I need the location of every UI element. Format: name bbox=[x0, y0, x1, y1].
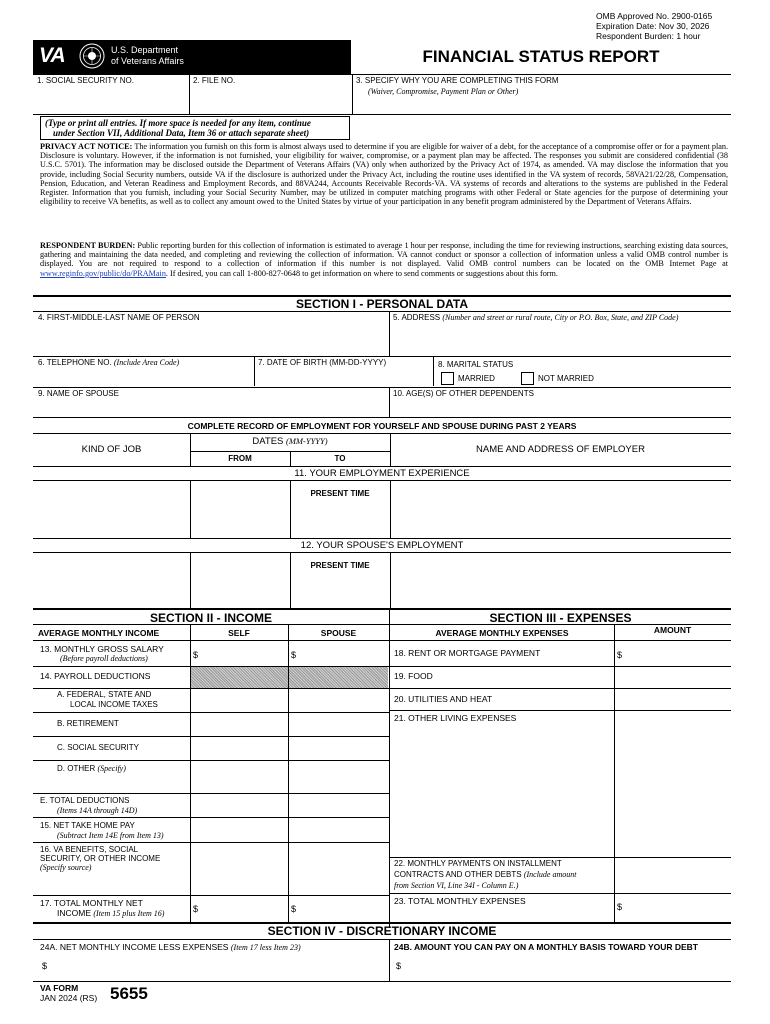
employer-header: NAME AND ADDRESS OF EMPLOYER bbox=[476, 444, 645, 455]
i14e-hint: (Items 14A through 14D) bbox=[57, 806, 138, 815]
i14e-spouse-field[interactable] bbox=[289, 794, 388, 816]
avg-expenses-header: AVERAGE MONTHLY EXPENSES bbox=[435, 628, 569, 638]
instructions-line1: (Type or print all entries. If more space is needed for any item, continue bbox=[45, 118, 311, 128]
self-header: SELF bbox=[228, 628, 250, 638]
burden-text-1: Public reporting burden for this collection of information is estimated to average 1 hour per response, including the time for reviewing instructions, searching existing data sources, gathering and maintaining the data needed, and completing and reviewing the collection of information. VA cannot conduct or sponsor a collection of information unless a valid OMB control number is displayed. You are not required to respond to a collection of information if this number is not displayed. Valid OMB control numbers can be located on the OMB Internet Page at bbox=[40, 241, 729, 269]
i13-self-dollar: $ bbox=[193, 650, 199, 660]
spouse-field[interactable] bbox=[34, 400, 387, 416]
i13-self-field[interactable] bbox=[200, 642, 286, 664]
instructions-line2: under Section VII, Additional Data, Item 36 or attach separate sheet) bbox=[53, 128, 310, 138]
i19-amount-field[interactable] bbox=[615, 667, 730, 687]
i14a-self-field[interactable] bbox=[191, 689, 287, 711]
i22-amount-field[interactable] bbox=[615, 858, 730, 892]
i22-hint2: from Section VI, Line 34I - Column E.) bbox=[394, 881, 519, 890]
dependents-label: 10. AGE(S) OF OTHER DEPENDENTS bbox=[393, 389, 534, 398]
respondent-burden bbox=[40, 241, 728, 278]
not-married-checkbox[interactable] bbox=[521, 372, 534, 385]
i17-self-dollar: $ bbox=[193, 904, 199, 914]
name-label: 4. FIRST-MIDDLE-LAST NAME OF PERSON bbox=[38, 313, 200, 322]
i19-label: 19. FOOD bbox=[394, 671, 433, 681]
i14c-label: C. SOCIAL SECURITY bbox=[57, 743, 139, 752]
i23-dollar: $ bbox=[617, 902, 623, 912]
spouse-job-field[interactable] bbox=[34, 553, 189, 607]
spouse-employer-field[interactable] bbox=[391, 553, 730, 607]
i14d-spouse-field[interactable] bbox=[289, 761, 388, 792]
your-employment-label: 11. YOUR EMPLOYMENT EXPERIENCE bbox=[294, 468, 470, 479]
spouse-label: 9. NAME OF SPOUSE bbox=[38, 389, 119, 398]
i13-hint: (Before payroll deductions) bbox=[60, 654, 148, 663]
i14a-label-2: LOCAL INCOME TAXES bbox=[70, 700, 158, 709]
omb-approved: OMB Approved No. 2900-0165 bbox=[596, 11, 713, 21]
i23-label: 23. TOTAL MONTHLY EXPENSES bbox=[394, 896, 526, 906]
file-no-label: 2. FILE NO. bbox=[193, 76, 236, 85]
privacy-notice bbox=[40, 142, 728, 206]
spouse-employment-label: 12. YOUR SPOUSE'S EMPLOYMENT bbox=[300, 540, 464, 551]
present-time-1: PRESENT TIME bbox=[310, 489, 370, 498]
i14d-label: D. OTHER (Specify) bbox=[57, 764, 126, 773]
i20-amount-field[interactable] bbox=[615, 689, 730, 709]
i14a-label-1: A. FEDERAL, STATE AND bbox=[57, 690, 152, 699]
i14-shaded-cell bbox=[191, 667, 388, 688]
marital-label: 8. MARITAL STATUS bbox=[438, 360, 514, 369]
i14b-spouse-field[interactable] bbox=[289, 713, 388, 735]
avg-income-header: AVERAGE MONTHLY INCOME bbox=[38, 628, 160, 638]
kind-of-job-header: KIND OF JOB bbox=[81, 444, 142, 455]
name-field[interactable] bbox=[34, 324, 387, 355]
i14d-self-field[interactable] bbox=[191, 761, 287, 792]
va-header-banner bbox=[33, 40, 351, 74]
dob-label: 7. DATE OF BIRTH (MM-DD-YYYY) bbox=[258, 358, 387, 367]
dependents-field[interactable] bbox=[390, 400, 730, 416]
form-title: FINANCIAL STATUS REPORT bbox=[422, 47, 660, 66]
i14c-spouse-field[interactable] bbox=[289, 737, 388, 759]
i24b-field[interactable] bbox=[405, 954, 729, 979]
privacy-heading: PRIVACY ACT NOTICE: bbox=[40, 142, 133, 151]
i18-amount-field[interactable] bbox=[625, 642, 729, 664]
employment-title: COMPLETE RECORD OF EMPLOYMENT FOR YOURSELF AND SPOUSE DURING PAST 2 YEARS bbox=[187, 421, 577, 431]
to-header: TO bbox=[334, 454, 346, 463]
not-married-label: NOT MARRIED bbox=[538, 374, 594, 383]
i22-label-2: CONTRACTS AND OTHER DEBTS (Include amount bbox=[394, 870, 577, 879]
i24a-field[interactable] bbox=[50, 954, 386, 979]
i21-amount-field[interactable] bbox=[615, 711, 730, 856]
i13-label: 13. MONTHLY GROSS SALARY bbox=[40, 644, 164, 654]
present-time-2: PRESENT TIME bbox=[310, 561, 370, 570]
i16-spouse-field[interactable] bbox=[289, 843, 388, 894]
married-label: MARRIED bbox=[458, 374, 495, 383]
i17-label-2: INCOME (Item 15 plus Item 16) bbox=[57, 908, 165, 918]
specify-label: 3. SPECIFY WHY YOU ARE COMPLETING THIS FORM bbox=[356, 76, 559, 85]
your-employer-field[interactable] bbox=[391, 481, 730, 537]
va-logo-mark: VA bbox=[39, 44, 65, 67]
i17-label-1: 17. TOTAL MONTHLY NET bbox=[40, 898, 143, 908]
i14e-self-field[interactable] bbox=[191, 794, 287, 816]
omb-burden: Respondent Burden: 1 hour bbox=[596, 31, 701, 41]
specify-hint: (Waiver, Compromise, Payment Plan or Other) bbox=[368, 87, 519, 96]
i15-spouse-field[interactable] bbox=[289, 818, 388, 841]
address-label: 5. ADDRESS (Number and street or rural route, City or P.O. Box, State, and ZIP Code) bbox=[393, 313, 679, 322]
va-seal-icon bbox=[79, 43, 105, 69]
i24a-label: 24A. NET MONTHLY INCOME LESS EXPENSES (Item 17 less Item 23) bbox=[40, 942, 301, 952]
i17-self-field[interactable] bbox=[200, 896, 286, 920]
i17-spouse-dollar: $ bbox=[291, 904, 297, 914]
your-job-field[interactable] bbox=[34, 481, 189, 537]
footer-form-number: 5655 bbox=[110, 984, 148, 1003]
specify-field[interactable] bbox=[353, 98, 730, 113]
i16-hint: (Specify source) bbox=[40, 863, 92, 872]
i14e-label: E. TOTAL DEDUCTIONS bbox=[40, 796, 130, 805]
i13-spouse-dollar: $ bbox=[291, 650, 297, 660]
burden-text-2: . If desired, you can call 1-800-827-0648 to get information on where to send comments or suggestions about this form. bbox=[165, 268, 558, 278]
i24a-dollar: $ bbox=[42, 961, 48, 971]
i16-self-field[interactable] bbox=[191, 843, 287, 894]
i22-label-1: 22. MONTHLY PAYMENTS ON INSTALLMENT bbox=[394, 859, 562, 868]
i20-label: 20. UTILITIES AND HEAT bbox=[394, 694, 493, 704]
i16-label-1: 16. VA BENEFITS, SOCIAL bbox=[40, 845, 139, 854]
i18-label: 18. RENT OR MORTGAGE PAYMENT bbox=[394, 648, 541, 658]
phone-label: 6. TELEPHONE NO. (Include Area Code) bbox=[38, 358, 180, 367]
i15-hint: (Subtract Item 14E from Item 13) bbox=[57, 831, 164, 840]
dept-line1: U.S. Department bbox=[111, 45, 179, 55]
burden-heading: RESPONDENT BURDEN: bbox=[40, 241, 136, 250]
i24b-label: 24B. AMOUNT YOU CAN PAY ON A MONTHLY BASIS TOWARD YOUR DEBT bbox=[394, 942, 698, 952]
i15-self-field[interactable] bbox=[191, 818, 287, 841]
section3-title: SECTION III - EXPENSES bbox=[489, 611, 632, 625]
ssn-field[interactable] bbox=[34, 88, 187, 112]
i17-spouse-field[interactable] bbox=[298, 896, 387, 920]
i14-label: 14. PAYROLL DEDUCTIONS bbox=[40, 671, 151, 681]
footer-date: JAN 2024 (RS) bbox=[40, 993, 98, 1003]
omb-link[interactable]: www.reginfo.gov/public/do/PRAMain bbox=[40, 268, 166, 278]
omb-expiration: Expiration Date: Nov 30, 2026 bbox=[596, 21, 710, 31]
spouse-header: SPOUSE bbox=[320, 628, 357, 638]
section2-title: SECTION II - INCOME bbox=[149, 611, 272, 625]
i23-amount-field[interactable] bbox=[625, 894, 729, 920]
i14c-self-field[interactable] bbox=[191, 737, 287, 759]
dates-header: DATES (MM-YYYY) bbox=[252, 436, 328, 447]
married-checkbox[interactable] bbox=[441, 372, 454, 385]
i16-label-2: SECURITY, OR OTHER INCOME bbox=[40, 854, 161, 863]
i24b-dollar: $ bbox=[396, 961, 402, 971]
i14a-spouse-field[interactable] bbox=[289, 689, 388, 711]
dept-line2: of Veterans Affairs bbox=[111, 56, 184, 66]
footer-va-form: VA FORM bbox=[40, 983, 79, 993]
i18-dollar: $ bbox=[617, 650, 623, 660]
ssn-label: 1. SOCIAL SECURITY NO. bbox=[37, 76, 134, 85]
privacy-text: The information you furnish on this form is almost always used to determine if you are eligible for waiver of a debt, for the acceptance of a compromise offer or for a payment plan. Disclosure is voluntary. However, if the information is not furnished, your eligibility for waiver, compromise, or a payment plan may be affected. The responses you submit are considered confidential (38 U.S.C. 5701). The information may be disclosed outside the Department of Veterans Affairs (VA) only when authorized by the Privacy Act of 1974, as amended. VA may disclose the information that you provide, including Social Security numbers, outside VA if the disclosure is authorized under the Privacy Act, including the routine uses identified in the VA system of records, 58VA21/22/28, Compensation, Pension, Education, and Veteran Readiness and Employment Records, and 88VA244, Accounts Receivable Records-VA. VA systems of records and alterations to the systems are published in the Federal Register. Information that you furnish, including your Social Security Number, may be utilized in computer matching programs with other Federal or State agencies for the purpose of determining your eligibility to receive VA benefits, as well as to collect any amount owed to the United States by virtue of your participation in any benefit program administered by the Department of Veterans Affairs. bbox=[40, 142, 728, 207]
amount-header: AMOUNT bbox=[653, 625, 692, 635]
dob-field[interactable] bbox=[255, 369, 431, 385]
from-header: FROM bbox=[228, 454, 252, 463]
phone-field[interactable] bbox=[34, 369, 252, 385]
i13-spouse-field[interactable] bbox=[298, 642, 387, 664]
i14b-self-field[interactable] bbox=[191, 713, 287, 735]
instructions-box bbox=[40, 116, 350, 140]
section4-title: SECTION IV - DISCRETIONARY INCOME bbox=[267, 924, 497, 938]
i15-label: 15. NET TAKE HOME PAY bbox=[40, 821, 135, 830]
i14b-label: B. RETIREMENT bbox=[57, 719, 119, 728]
section1-title: SECTION I - PERSONAL DATA bbox=[295, 297, 468, 311]
i21-label: 21. OTHER LIVING EXPENSES bbox=[394, 713, 517, 723]
file-no-field[interactable] bbox=[190, 88, 350, 112]
